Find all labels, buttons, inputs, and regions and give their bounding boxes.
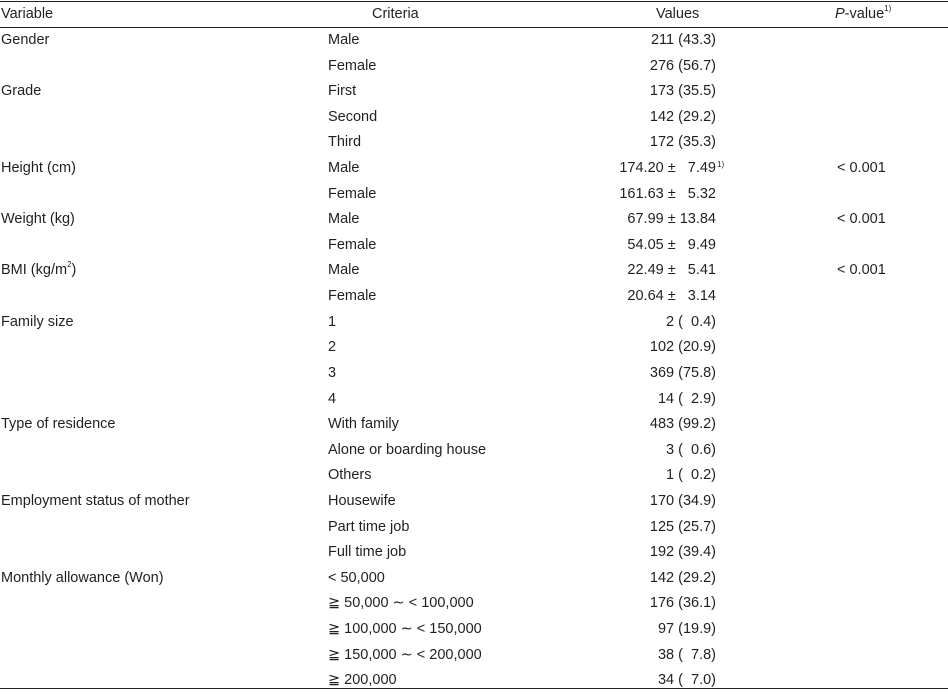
cell-value: 2 ( 0.4) <box>666 313 716 330</box>
table-row <box>0 566 948 592</box>
cell-pvalue: < 0.001 <box>837 160 886 177</box>
cell-variable: BMI $(kg/m^2)$ <box>1 260 77 279</box>
table-row <box>0 387 948 413</box>
cell-variable: Weight (kg) <box>1 211 75 228</box>
table-row <box>0 617 948 643</box>
table-top-rule <box>0 1 948 2</box>
cell-value: 483 (99.2) <box>649 416 716 433</box>
cell-value: 170 (34.9) <box>649 492 716 509</box>
cell-variable-superscript: 2 <box>67 260 72 270</box>
header-criteria: Criteria <box>372 6 419 22</box>
table-row <box>0 130 948 156</box>
table-body <box>0 28 948 694</box>
cell-variable: Gender <box>1 32 50 48</box>
cell-value: 38 ( 7.8) <box>657 646 716 663</box>
cell-criteria: Male <box>328 32 360 48</box>
cell-variable: Type of residence <box>1 416 116 433</box>
cell-criteria: < 50,000 <box>328 569 385 586</box>
cell-value: 67.99 ± 13.84 <box>627 211 716 228</box>
cell-criteria: Female <box>328 236 377 253</box>
cell-value: 54.05 ± 9.49 <box>627 236 716 253</box>
table-row <box>0 335 948 361</box>
table-row <box>0 54 948 80</box>
table-row <box>0 156 948 182</box>
cell-value: 102 (20.9) <box>649 339 716 356</box>
cell-variable: Employment status of mother <box>1 492 190 509</box>
cell-criteria: Male <box>328 160 360 177</box>
cell-criteria: Others <box>328 467 372 484</box>
cell-value: 1 ( 0.2) <box>666 467 716 484</box>
table-row <box>0 412 948 438</box>
table-row <box>0 489 948 515</box>
table-row <box>0 591 948 617</box>
table-row <box>0 668 948 694</box>
cell-criteria: Second <box>328 108 378 125</box>
header-pvalue-footnote: 1) <box>884 4 892 13</box>
cell-criteria: ≧ 50,000 ∼ < 100,000 <box>328 595 474 612</box>
cell-criteria: ≧ 200,000 <box>328 672 397 689</box>
table-header <box>0 4 948 26</box>
cell-value: 369 (75.8) <box>649 364 716 381</box>
cell-criteria: ≧ 150,000 ∼ < 200,000 <box>328 646 482 663</box>
table-row <box>0 361 948 387</box>
cell-variable: Monthly allowance (Won) <box>1 569 164 586</box>
table-bottom-rule <box>0 688 948 689</box>
cell-criteria: 2 <box>328 339 337 356</box>
table-row <box>0 105 948 131</box>
cell-criteria: 4 <box>328 390 337 407</box>
cell-variable: Family size <box>1 313 74 330</box>
header-values: Values <box>656 6 700 22</box>
table-row <box>0 438 948 464</box>
table-row <box>0 233 948 259</box>
cell-value: 97 (19.9) <box>657 621 716 638</box>
header-pvalue <box>835 4 891 24</box>
cell-value: 142 (29.2) <box>649 108 716 125</box>
cell-value: 34 ( 7.0) <box>657 672 716 689</box>
cell-criteria: 3 <box>328 364 337 381</box>
table-row <box>0 463 948 489</box>
cell-criteria: Female <box>328 288 377 305</box>
cell-criteria: ≧ 100,000 ∼ < 150,000 <box>328 621 482 638</box>
cell-value: 142 (29.2) <box>649 569 716 586</box>
cell-criteria: Female <box>328 185 377 202</box>
cell-value: 20.64 ± 3.14 <box>627 288 716 305</box>
cell-criteria: Housewife <box>328 492 396 509</box>
table-row <box>0 182 948 208</box>
table-row <box>0 540 948 566</box>
cell-variable: Grade <box>1 83 42 100</box>
cell-value: 211 (43.3) <box>650 32 716 48</box>
header-pvalue-italic: P <box>835 6 845 22</box>
cell-value: 161.63 ± 5.32 <box>619 185 716 202</box>
table-row <box>0 515 948 541</box>
table-row <box>0 643 948 669</box>
cell-value: 172 (35.3) <box>649 134 716 151</box>
cell-value: 3 ( 0.6) <box>666 441 716 458</box>
cell-criteria: Alone or boarding house <box>328 441 487 458</box>
cell-pvalue: < 0.001 <box>837 262 886 279</box>
cell-value: 276 (56.7) <box>649 57 716 74</box>
header-variable: Variable <box>1 6 54 22</box>
table-row <box>0 79 948 105</box>
table-row <box>0 28 948 54</box>
cell-value: 22.49 ± 5.41 <box>627 262 716 279</box>
cell-value: 192 (39.4) <box>649 544 716 561</box>
cell-variable: Height (cm) <box>1 160 76 177</box>
table-row <box>0 310 948 336</box>
cell-value: 125 (25.7) <box>649 518 716 535</box>
header-pvalue-suffix: -value <box>844 6 885 22</box>
cell-criteria: Third <box>328 134 362 151</box>
cell-criteria: Male <box>328 211 360 228</box>
cell-criteria: With family <box>328 416 399 433</box>
cell-criteria: Male <box>328 262 360 279</box>
cell-value: 14 ( 2.9) <box>657 390 716 407</box>
cell-value: 174.20 ± 7.49 1) <box>619 160 725 177</box>
cell-criteria: Part time job <box>328 518 410 535</box>
cell-value: 176 (36.1) <box>649 595 716 612</box>
cell-criteria: First <box>328 83 357 100</box>
cell-value: 173 (35.5) <box>649 83 716 100</box>
cell-criteria: Full time job <box>328 544 407 561</box>
cell-criteria: Female <box>328 57 377 74</box>
table-row <box>0 258 948 284</box>
cell-pvalue: < 0.001 <box>837 211 886 228</box>
table-row <box>0 207 948 233</box>
table-row <box>0 284 948 310</box>
cell-criteria: 1 <box>328 313 337 330</box>
